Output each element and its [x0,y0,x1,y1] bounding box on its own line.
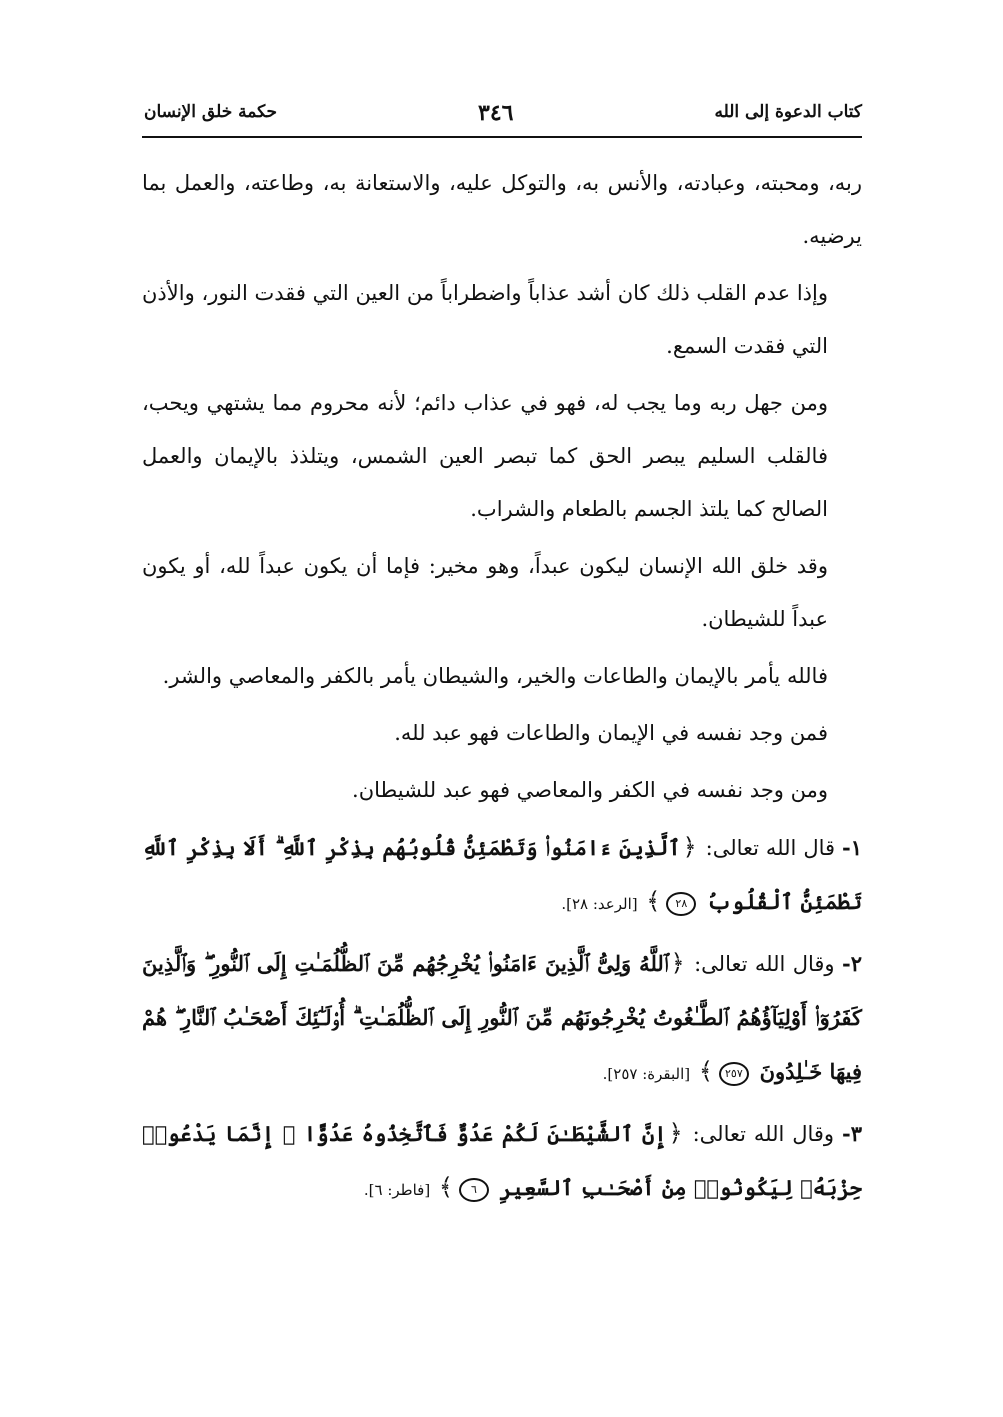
book-title: كتاب الدعوة إلى الله [714,102,862,122]
quran-close-bracket: ﴾ [698,1057,713,1085]
verse-intro: قال الله تعالى: [705,836,836,860]
verse-reference: [البقرة: ٢٥٧]. [602,1065,691,1083]
quran-open-bracket: ﴿ [682,833,697,861]
verse-item-number: ١- [841,835,862,860]
quran-close-bracket: ﴾ [646,887,661,915]
quran-verse-text: ٱلَّذِينَ ءَامَنُوا۟ وَتَطْمَئِنُّ قُلُوبُهُم بِذِكْرِ ٱللَّهِ ۗ أَلَا بِذِكْرِ ٱللَّهِ تَطْمَئِنُّ ٱلْقُلُوبُ [142,835,862,914]
paragraph: وقد خلق الله الإنسان ليكون عبداً، وهو مخير: فإما أن يكون عبداً لله، أو يكون عبداً للشيطان. [142,554,828,631]
paragraph: ربه، ومحبته، وعبادته، والأنس به، والتوكل عليه، والاستعانة به، وطاعته، والعمل بما يرضيه. [142,171,862,248]
paragraph: ومن وجد نفسه في الكفر والمعاصي فهو عبد للشيطان. [352,778,828,802]
quran-open-bracket: ﴿ [670,949,685,977]
verse-intro: وقال الله تعالى: [694,952,835,976]
running-header [142,100,862,138]
paragraph: وإذا عدم القلب ذلك كان أشد عذاباً واضطراباً من العين التي فقدت النور، والأذن التي فقدت السمع. [142,281,828,358]
body-text [142,157,862,1223]
ayah-number-marker: ٢٨ [666,892,696,916]
quran-open-bracket: ﴿ [668,1119,683,1147]
paragraph: ومن جهل ربه وما يجب له، فهو في عذاب دائم؛ لأنه محروم مما يشتهي ويحب، فالقلب السليم يبصر الحق كما تبصر العين الشمس، ويتلذذ بالإيمان والعمل الصالح كما يلتذ الجسم بالطعام والشراب. [142,391,828,521]
paragraph: فمن وجد نفسه في الإيمان والطاعات فهو عبد لله. [394,721,828,745]
page-number: ٣٤٦ [478,100,514,126]
ayah-number-marker: ٢٥٧ [719,1062,749,1086]
paragraph: فالله يأمر بالإيمان والطاعات والخير، والشيطان يأمر بالكفر والمعاصي والشر. [162,664,828,688]
quran-close-bracket: ﴾ [438,1173,453,1201]
verse-item [142,937,862,1101]
ayah-number-marker: ٦ [459,1178,489,1202]
verse-item-number: ٢- [842,951,862,976]
verse-intro: وقال الله تعالى: [692,1122,835,1146]
verse-item-number: ٣- [841,1121,862,1146]
verse-reference: [فاطر: ٦]. [363,1181,431,1199]
chapter-title: حكمة خلق الإنسان [144,102,277,122]
quran-verse-text: إِنَّ ٱلشَّيْطَـٰنَ لَكُمْ عَدُوٌّ فَٱتَّخِذُوهُ عَدُوًّا ۚ إِنَّمَا يَدْعُوا۟ حِزْبَهُۥ لِيَكُونُوا۟ مِنْ أَصْحَـٰبِ ٱلسَّعِيرِ [142,1121,862,1200]
verse-reference: [الرعد: ٢٨]. [561,895,638,913]
quran-verse-text: ٱللَّهُ وَلِىُّ ٱلَّذِينَ ءَامَنُوا۟ يُخْرِجُهُم مِّنَ ٱلظُّلُمَـٰتِ إِلَى ٱلنُّورِ ۖ وَٱلَّذِينَ كَفَرُوٓا۟ أَوْلِيَآؤُهُمُ ٱلطَّـٰغُوتُ يُخْرِجُونَهُم مِّنَ ٱلنُّورِ إِلَى ٱلظُّلُمَـٰتِ ۗ أُو۟لَـٰٓئِكَ أَصْحَـٰبُ ٱلنَّارِ ۖ هُمْ فِيهَا خَـٰلِدُونَ [142,951,862,1084]
verse-item [142,1107,862,1217]
verse-item [142,821,862,931]
